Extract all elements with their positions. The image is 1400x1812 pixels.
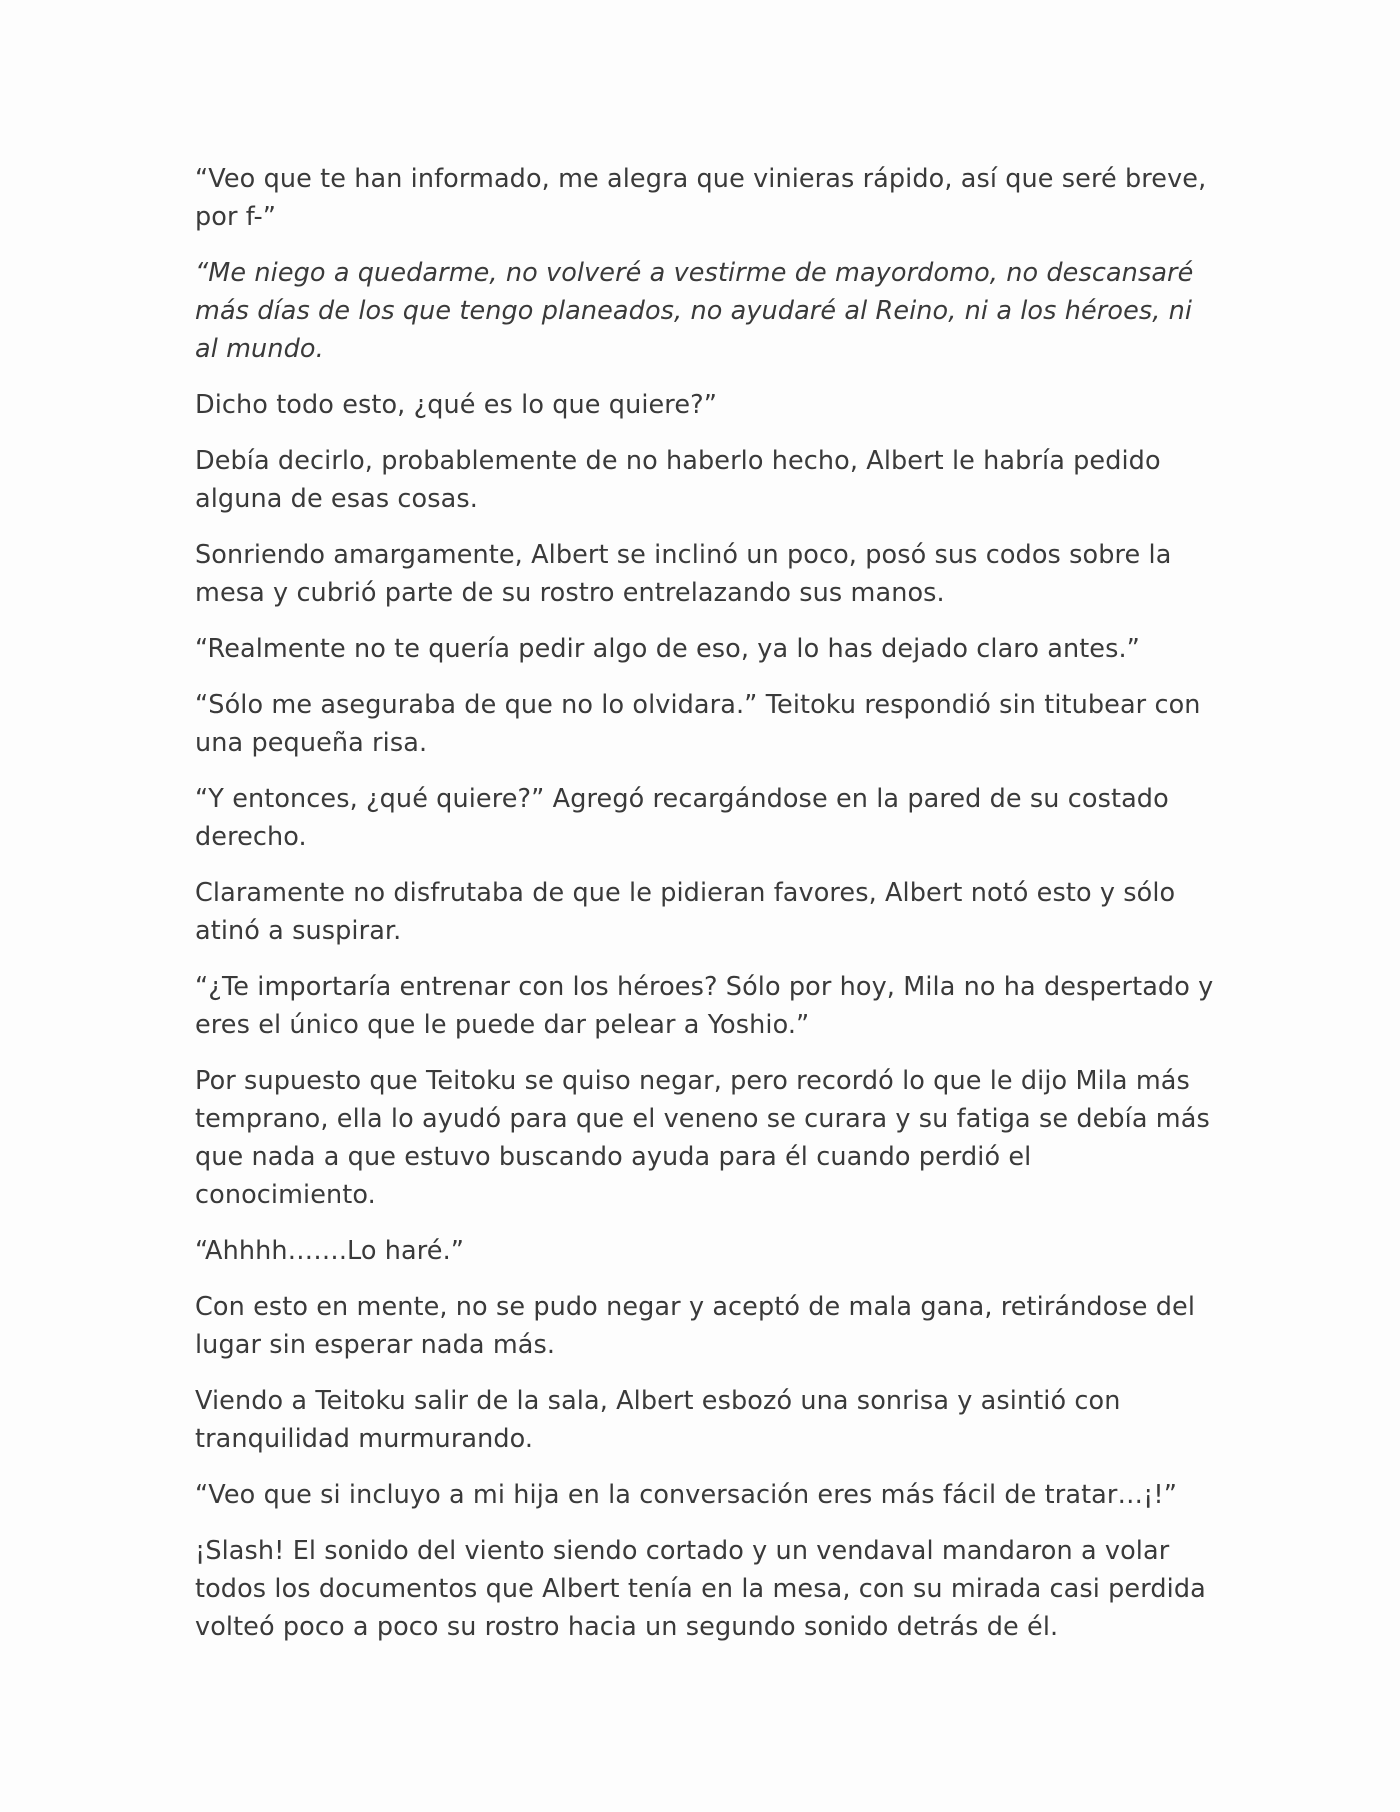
paragraph-11: Por supuesto que Teitoku se quiso negar, pero recordó lo que le dijo Mila más temprano, ella lo ayudó para que el veneno se curara y su fatiga se debía más que nada a que estuvo buscando ayuda para él cuando perdió el conocimiento. — [195, 1066, 1210, 1210]
paragraph-14: Viendo a Teitoku salir de la sala, Albert esbozó una sonrisa y asintió con tranquilidad murmurando. — [195, 1386, 1121, 1454]
paragraph-2: “Me niego a quedarme, no volveré a vestirme de mayordomo, no descansaré más días de los que tengo planeados, no ayudaré al Reino, ni a los héroes, ni al mundo. — [195, 258, 1194, 364]
paragraph-12: “Ahhhh…….Lo haré.” — [195, 1236, 465, 1266]
paragraph-1: “Veo que te han informado, me alegra que vinieras rápido, así que seré breve, por f-” — [195, 164, 1207, 232]
paragraph-7: “Sólo me aseguraba de que no lo olvidara.” Teitoku respondió sin titubear con una pequeña risa. — [195, 690, 1201, 758]
paragraph-4: Debía decirlo, probablemente de no haberlo hecho, Albert le habría pedido alguna de esas cosas. — [195, 446, 1161, 514]
paragraph-6: “Realmente no te quería pedir algo de eso, ya lo has dejado claro antes.” — [195, 634, 1140, 664]
paragraph-3: Dicho todo esto, ¿qué es lo que quiere?” — [195, 390, 718, 420]
paragraph-16: ¡Slash! El sonido del viento siendo cortado y un vendaval mandaron a volar todos los documentos que Albert tenía en la mesa, con su mirada casi perdida volteó poco a poco su rostro hacia un segundo sonido detrás de él. — [195, 1536, 1206, 1642]
document-page — [195, 160, 1215, 1664]
paragraph-15: “Veo que si incluyo a mi hija en la conversación eres más fácil de tratar…¡!” — [195, 1480, 1178, 1510]
paragraph-10: “¿Te importaría entrenar con los héroes? Sólo por hoy, Mila no ha despertado y eres el único que le puede dar pelear a Yoshio.” — [195, 972, 1214, 1040]
paragraph-5: Sonriendo amargamente, Albert se inclinó un poco, posó sus codos sobre la mesa y cubrió parte de su rostro entrelazando sus manos. — [195, 540, 1172, 608]
paragraph-9: Claramente no disfrutaba de que le pidieran favores, Albert notó esto y sólo atinó a suspirar. — [195, 878, 1176, 946]
paragraph-8: “Y entonces, ¿qué quiere?” Agregó recargándose en la pared de su costado derecho. — [195, 784, 1169, 852]
paragraph-13: Con esto en mente, no se pudo negar y aceptó de mala gana, retirándose del lugar sin esperar nada más. — [195, 1292, 1196, 1360]
